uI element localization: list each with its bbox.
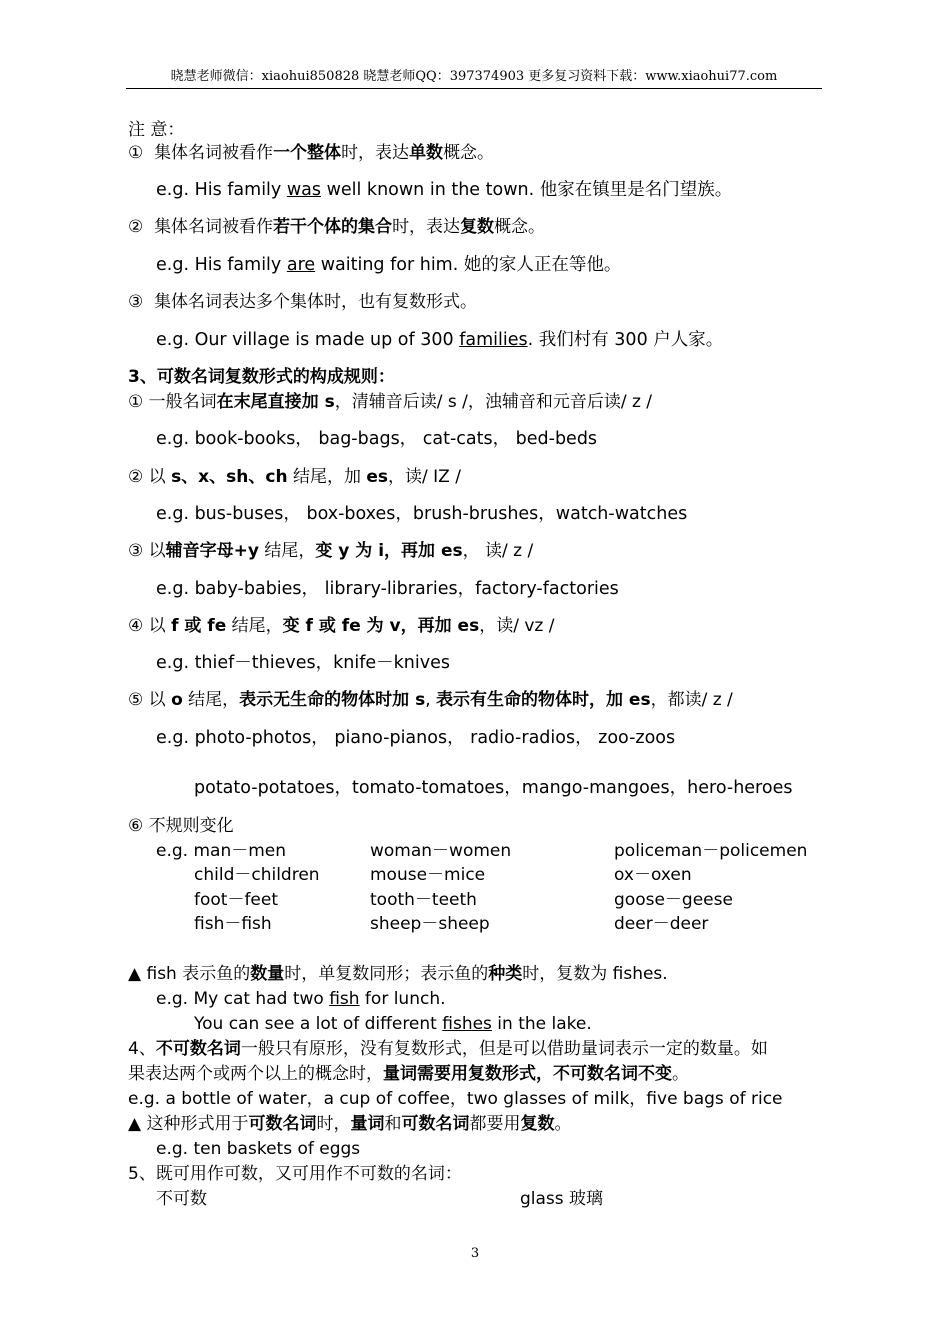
ex-underlined: was xyxy=(286,180,321,200)
rule-text: 以 xyxy=(148,616,172,636)
s4-text: 果表达两个或两个以上的概念时， xyxy=(128,1064,383,1084)
ex-post: in the lake. xyxy=(491,1014,592,1034)
section-4-example-2: e.g. ten baskets of eggs xyxy=(156,1139,361,1159)
rule-mark: ④ xyxy=(128,616,144,636)
ex-pre: e.g. Our village is made up of 300 xyxy=(156,330,460,350)
irregular-cell: tooth－teeth xyxy=(370,890,477,910)
rule-bold: o xyxy=(171,690,183,710)
irregular-cell: foot－feet xyxy=(194,890,279,910)
rule-5 xyxy=(128,689,733,711)
rule-1 xyxy=(128,391,652,413)
note-1-example xyxy=(156,179,732,201)
irregular-cell: goose－geese xyxy=(614,890,733,910)
page-header: 晓慧老师微信：xiaohui850828 晓慧老师QQ：397374903 更多复习资料下载：www.xiaohui77.com xyxy=(126,68,822,89)
note-3 xyxy=(128,291,477,313)
rule-mid: 结尾，加 xyxy=(287,467,367,487)
rule-bold: 在末尾直接加 s xyxy=(216,392,335,412)
rule-5-example: e.g. photo-photos， piano-pianos， radio-radios， zoo-zoos xyxy=(156,728,676,748)
note-2-bold2: 复数 xyxy=(460,217,495,237)
fish-example-1 xyxy=(156,988,446,1010)
s4-bold: 不可数名词 xyxy=(155,1039,241,1059)
note-2-bold: 若干个体的集合 xyxy=(273,217,393,237)
s4-post: 。 xyxy=(672,1064,689,1084)
fish-example-2 xyxy=(194,1013,592,1035)
s4-bold: 可数名词 xyxy=(248,1114,317,1134)
circled-three: ③ xyxy=(128,292,144,312)
note-bold2: 种类 xyxy=(488,964,523,984)
rule-bold2: 表示无生命的物体时加 s xyxy=(239,690,426,710)
note-text: fish 表示鱼的 xyxy=(141,964,251,984)
irregular-cell: child－children xyxy=(194,865,320,885)
rule-bold2: 变 y 为 i，再加 es xyxy=(315,541,463,561)
section-3-title: 3、可数名词复数形式的构成规则： xyxy=(128,367,395,387)
rule-bold: 辅音字母+y xyxy=(165,541,259,561)
rule-text: 以 xyxy=(148,541,166,561)
s4-bold: 量词 xyxy=(350,1114,385,1134)
rule-mark: ⑥ xyxy=(128,816,144,836)
rule-bold: s、x、sh、ch xyxy=(171,467,288,487)
rule-bold2: 变 f 或 fe 为 v，再加 es xyxy=(282,616,480,636)
page-number: 3 xyxy=(470,1246,480,1261)
irregular-cell: policeman－policemen xyxy=(614,841,808,861)
note-2-post: 概念。 xyxy=(494,217,546,237)
ex-underlined: fishes xyxy=(442,1014,492,1034)
ex-post: waiting for him. 她的家人正在等他。 xyxy=(315,255,622,275)
ex-post: well known in the town. 他家在镇里是名门望族。 xyxy=(321,180,733,200)
rule-post: ，读/ vz / xyxy=(479,616,555,636)
s4-mid: 时， xyxy=(316,1114,351,1134)
section-5-title: 5、既可用作可数，又可用作不可数的名词： xyxy=(128,1164,462,1184)
rule-4-example: e.g. thief－thieves，knife－knives xyxy=(156,653,450,673)
rule-mid: 结尾， xyxy=(182,690,240,710)
rule-sep: , xyxy=(425,690,437,710)
rule-bold2: es xyxy=(366,467,389,487)
ex-pre: e.g. His family xyxy=(156,180,287,200)
triangle-icon: ▲ xyxy=(128,964,142,984)
irregular-cell: woman－women xyxy=(370,841,512,861)
s4-bold: 可数名词 xyxy=(401,1114,470,1134)
note-2-mid: 时，表达 xyxy=(392,217,461,237)
section-4-example: e.g. a bottle of water，a cup of coffee，two glasses of milk，five bags of rice xyxy=(128,1089,783,1109)
ex-underlined: fish xyxy=(329,989,360,1009)
circled-one: ① xyxy=(128,143,144,163)
rule-1-example: e.g. book-books， bag-bags， cat-cats， bed-beds xyxy=(156,429,598,449)
note-3-text: 集体名词表达多个集体时，也有复数形式。 xyxy=(154,292,478,312)
rule-mark: ① xyxy=(128,392,144,412)
ex-pre: e.g. My cat had two xyxy=(156,989,330,1009)
note-3-example xyxy=(156,329,723,351)
note-bold: 数量 xyxy=(250,964,285,984)
irregular-cell: sheep－sheep xyxy=(370,914,490,934)
irregular-cell: fish－fish xyxy=(194,914,272,934)
notes-title: 注 意： xyxy=(128,120,185,140)
rule-text: 以 xyxy=(148,690,172,710)
glass-entry: glass 玻璃 xyxy=(520,1189,604,1209)
s4-mid: 和 xyxy=(384,1114,402,1134)
note-1-text: 集体名词被看作 xyxy=(154,143,274,163)
uncountable-label: 不可数 xyxy=(156,1189,207,1209)
ex-pre: You can see a lot of different xyxy=(194,1014,443,1034)
irregular-cell: deer－deer xyxy=(614,914,709,934)
rule-mid: 结尾， xyxy=(226,616,283,636)
s4-bold: 复数 xyxy=(520,1114,555,1134)
rule-mid: 结尾， xyxy=(258,541,316,561)
rule-post: ，清辅音后读/ s /，浊辅音和元音后读/ z / xyxy=(334,392,653,412)
rule-2 xyxy=(128,466,461,488)
rule-mark: ⑤ xyxy=(128,690,144,710)
note-2-text: 集体名词被看作 xyxy=(154,217,274,237)
rule-4 xyxy=(128,615,554,637)
rule-bold: f 或 fe xyxy=(171,616,227,636)
note-1-post: 概念。 xyxy=(443,143,495,163)
note-1-mid: 时，表达 xyxy=(341,143,410,163)
s4-bold: 量词需要用复数形式，不可数名词不变 xyxy=(383,1064,672,1084)
rule-6 xyxy=(128,815,234,837)
ex-post: for lunch. xyxy=(359,989,446,1009)
rule-bold3: 表示有生命的物体时，加 es xyxy=(436,690,651,710)
rule-mark: ③ xyxy=(128,541,144,561)
note-post: 时，复数为 fishes. xyxy=(522,964,668,984)
irregular-cell: e.g. man－men xyxy=(156,841,287,861)
rule-post: ，都读/ z / xyxy=(650,690,733,710)
note-2 xyxy=(128,216,545,238)
s4-text: 这种形式用于 xyxy=(141,1114,249,1134)
s4-mid: 都要用 xyxy=(469,1114,521,1134)
irregular-cell: ox－oxen xyxy=(614,865,692,885)
rule-text: 不规则变化 xyxy=(148,816,234,836)
section-4-note xyxy=(128,1113,571,1135)
ex-post: . 我们村有 300 户人家。 xyxy=(527,330,724,350)
ex-underlined: families xyxy=(459,330,528,350)
circled-two: ② xyxy=(128,217,144,237)
irregular-cell: mouse－mice xyxy=(370,865,486,885)
section-4-line-1 xyxy=(128,1038,768,1060)
rule-text: 一般名词 xyxy=(148,392,217,412)
triangle-icon: ▲ xyxy=(128,1114,142,1134)
ex-pre: e.g. His family xyxy=(156,255,287,275)
rule-post: ， 读/ z / xyxy=(462,541,534,561)
note-1-bold2: 单数 xyxy=(409,143,444,163)
rule-2-example: e.g. bus-buses， box-boxes，brush-brushes，watch-watches xyxy=(156,504,688,524)
note-1-bold: 一个整体 xyxy=(273,143,342,163)
rule-mark: ② xyxy=(128,467,144,487)
rule-post: ，读/ IZ / xyxy=(388,467,461,487)
rule-5-example-2: potato-potatoes，tomato-tomatoes，mango-mangoes，hero-heroes xyxy=(194,778,793,798)
note-2-example xyxy=(156,254,621,276)
note-mid: 时，单复数同形；表示鱼的 xyxy=(284,964,489,984)
note-1 xyxy=(128,142,494,164)
section-4-line-2 xyxy=(128,1063,689,1085)
rule-text: 以 xyxy=(148,467,172,487)
s4-post: 。 xyxy=(554,1114,572,1134)
rule-3-example: e.g. baby-babies， library-libraries，factory-factories xyxy=(156,579,619,599)
s4-num: 4、 xyxy=(128,1039,156,1059)
ex-underlined: are xyxy=(286,255,316,275)
s4-text: 一般只有原形，没有复数形式，但是可以借助量词表示一定的数量。如 xyxy=(240,1039,768,1059)
rule-3 xyxy=(128,540,533,562)
fish-note xyxy=(128,963,668,985)
